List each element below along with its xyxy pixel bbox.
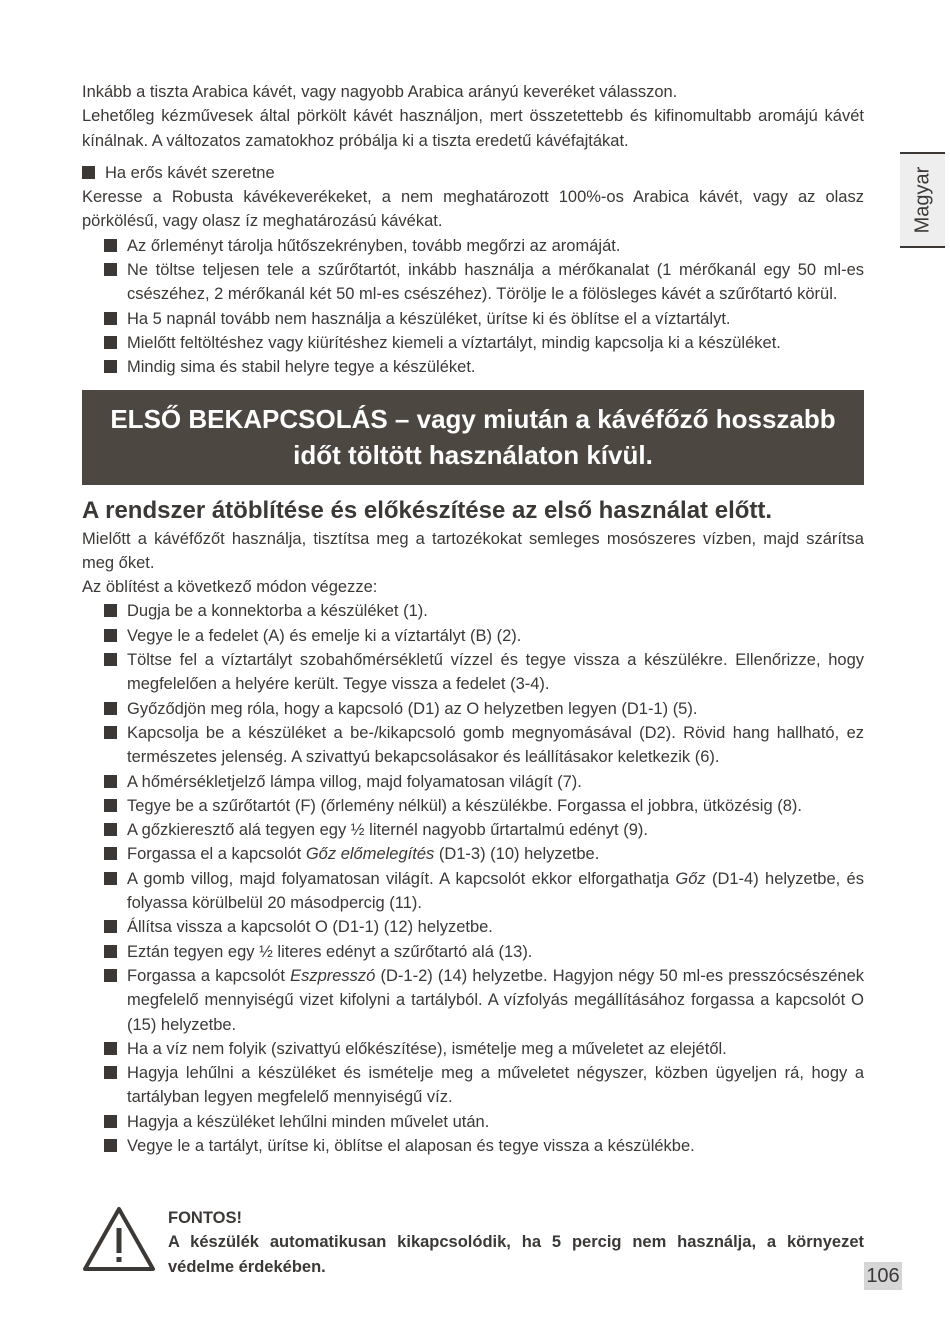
list-item: Győződjön meg róla, hogy a kapcsoló (D1) az O helyzetben legyen (D1-1) (5). bbox=[104, 697, 864, 721]
list-item: Eztán tegyen egy ½ literes edényt a szűrőtartó alá (13). bbox=[104, 940, 864, 964]
section-paragraph: Mielőtt a kávéfőzőt használja, tisztítsa meg a tartozékokat semleges mosószeres vízben, majd szárítsa meg őket. bbox=[82, 529, 864, 572]
language-tab-label: Magyar bbox=[911, 166, 933, 234]
banner-line-1: ELSŐ BEKAPCSOLÁS – vagy miután a kávéfőző hosszabb bbox=[110, 404, 836, 435]
bullet-square-icon bbox=[104, 629, 117, 642]
bullet-square-icon bbox=[104, 823, 117, 836]
strong-coffee-list bbox=[82, 234, 864, 380]
bullet-square-icon bbox=[104, 726, 117, 739]
list-item: A gőzkieresztő alá tegyen egy ½ liternél nagyobb űrtartalmú edényt (9). bbox=[104, 818, 864, 842]
page-number: 106 bbox=[864, 1262, 902, 1290]
bullet-square-icon bbox=[104, 775, 117, 788]
section-title: A rendszer átöblítése és előkészítése az első használat előtt. bbox=[82, 496, 773, 524]
page-content bbox=[82, 80, 864, 1158]
bullet-square-icon bbox=[104, 872, 117, 885]
section-banner bbox=[82, 390, 864, 485]
list-item: Hagyja lehűlni a készüléket és ismételje meg a műveletet négyszer, közben ügyeljen rá, hogy a tartályban legyen megfelelő mennyiségű víz. bbox=[104, 1061, 864, 1110]
bullet-square-icon bbox=[82, 166, 95, 179]
bullet-square-icon bbox=[104, 263, 117, 276]
list-item: Töltse fel a víztartályt szobahőmérsékletű vízzel és tegye vissza a készülékre. Ellenőrizze, hogy megfelelően a helyére került. Tegye vissza a fedelet (3-4). bbox=[104, 648, 864, 697]
bullet-square-icon bbox=[104, 1066, 117, 1079]
list-item: Mindig sima és stabil helyre tegye a készüléket. bbox=[104, 355, 864, 379]
bullet-square-icon bbox=[104, 604, 117, 617]
strong-coffee-heading bbox=[82, 161, 864, 185]
list-item: Az őrleményt tárolja hűtőszekrényben, tovább megőrzi az aromáját. bbox=[104, 234, 864, 258]
warning-text-block bbox=[168, 1206, 864, 1279]
list-item: Tegye be a szűrőtartót (F) (őrlemény nélkül) a készülékbe. Forgassa el jobbra, ütközésig (8). bbox=[104, 794, 864, 818]
steps-list bbox=[82, 599, 864, 1158]
bullet-square-icon bbox=[104, 1115, 117, 1128]
bullet-square-icon bbox=[104, 847, 117, 860]
list-item: Hagyja a készüléket lehűlni minden művelet után. bbox=[104, 1110, 864, 1134]
bullet-square-icon bbox=[104, 239, 117, 252]
section-paragraph: Az öblítést a következő módon végezze: bbox=[82, 578, 378, 597]
bullet-square-icon bbox=[104, 969, 117, 982]
bullet-square-icon bbox=[104, 799, 117, 812]
bullet-square-icon bbox=[104, 653, 117, 666]
list-item: Ne töltse teljesen tele a szűrőtartót, inkább használja a mérőkanalat (1 mérőkanál egy 50 ml-es csészéhez, 2 mérőkanál két 50 ml-es csészéhez). Törölje le a fölösleges kávét a szűrőtartó körül. bbox=[104, 258, 864, 307]
banner-line-2: időt töltött használaton kívül. bbox=[293, 440, 653, 471]
list-item: Dugja be a konnektorba a készüléket (1). bbox=[104, 599, 864, 623]
bullet-square-icon bbox=[104, 1042, 117, 1055]
list-item: Ha a víz nem folyik (szivattyú előkészítése), ismételje meg a műveletet az elejétől. bbox=[104, 1037, 864, 1061]
bullet-square-icon bbox=[104, 920, 117, 933]
bullet-square-icon bbox=[104, 336, 117, 349]
warning-title: FONTOS! bbox=[168, 1209, 242, 1227]
list-item: A hőmérsékletjelző lámpa villog, majd folyamatosan világít (7). bbox=[104, 770, 864, 794]
intro-line: Inkább a tiszta Arabica kávét, vagy nagyobb Arabica arányú keveréket válasszon. bbox=[82, 83, 678, 101]
bullet-square-icon bbox=[104, 312, 117, 325]
intro-paragraph: Lehetőleg kézművesek által pörkölt kávét használjon, mert összetettebb és kifinomultabb aromájú kávét kínálnak. A változatos zamatokhoz próbálja ki a tiszta eredetű kávéfajtákat. bbox=[82, 107, 864, 150]
list-item: Vegye le a tartályt, ürítse ki, öblítse el alaposan és tegye vissza a készülékbe. bbox=[104, 1134, 864, 1158]
bullet-square-icon bbox=[104, 1139, 117, 1152]
warning-triangle-icon bbox=[82, 1206, 156, 1272]
language-tab bbox=[900, 152, 945, 248]
list-item: Forgassa el a kapcsolót Gőz előmelegítés (D1-3) (10) helyzetbe. bbox=[104, 842, 864, 866]
strong-coffee-heading-text: Ha erős kávét szeretne bbox=[105, 163, 275, 182]
list-item: Kapcsolja be a készüléket a be-/kikapcsoló gomb megnyomásával (D2). Rövid hang hallható, ez természetes jelenség. A szivattyú bekapcsolásakor és leállításakor keletkezik (6). bbox=[104, 721, 864, 770]
warning-box bbox=[82, 1206, 864, 1286]
list-item: Mielőtt feltöltéshez vagy kiürítéshez kiemeli a víztartályt, mindig kapcsolja ki a készüléket. bbox=[104, 331, 864, 355]
bullet-square-icon bbox=[104, 945, 117, 958]
bullet-square-icon bbox=[104, 702, 117, 715]
warning-message: A készülék automatikusan kikapcsolódik, ha 5 percig nem használja, a környezet védelme érdekében. bbox=[168, 1233, 864, 1276]
list-item: A gomb villog, majd folyamatosan világít. A kapcsolót ekkor elforgathatja Gőz (D1-4) helyzetbe, és folyassa körülbelül 20 másodpercig (11). bbox=[104, 867, 864, 916]
list-item: Vegye le a fedelet (A) és emelje ki a víztartályt (B) (2). bbox=[104, 624, 864, 648]
list-item: Állítsa vissza a kapcsolót O (D1-1) (12) helyzetbe. bbox=[104, 915, 864, 939]
list-item: Ha 5 napnál tovább nem használja a készüléket, ürítse ki és öblítse el a víztartályt. bbox=[104, 307, 864, 331]
bullet-square-icon bbox=[104, 360, 117, 373]
strong-coffee-paragraph: Keresse a Robusta kávékeverékeket, a nem meghatározott 100%-os Arabica kávét, vagy az olasz pörkölésű, vagy olasz íz meghatározású kávékat. bbox=[82, 188, 864, 231]
list-item: Forgassa a kapcsolót Eszpresszó (D-1-2) (14) helyzetbe. Hagyjon négy 50 ml-es presszócsészének megfelelő mennyiségű vizet kifolyni a tartályból. A vízfolyás megállításához forgassa a kapcsolót O (15) helyzetbe. bbox=[104, 964, 864, 1037]
